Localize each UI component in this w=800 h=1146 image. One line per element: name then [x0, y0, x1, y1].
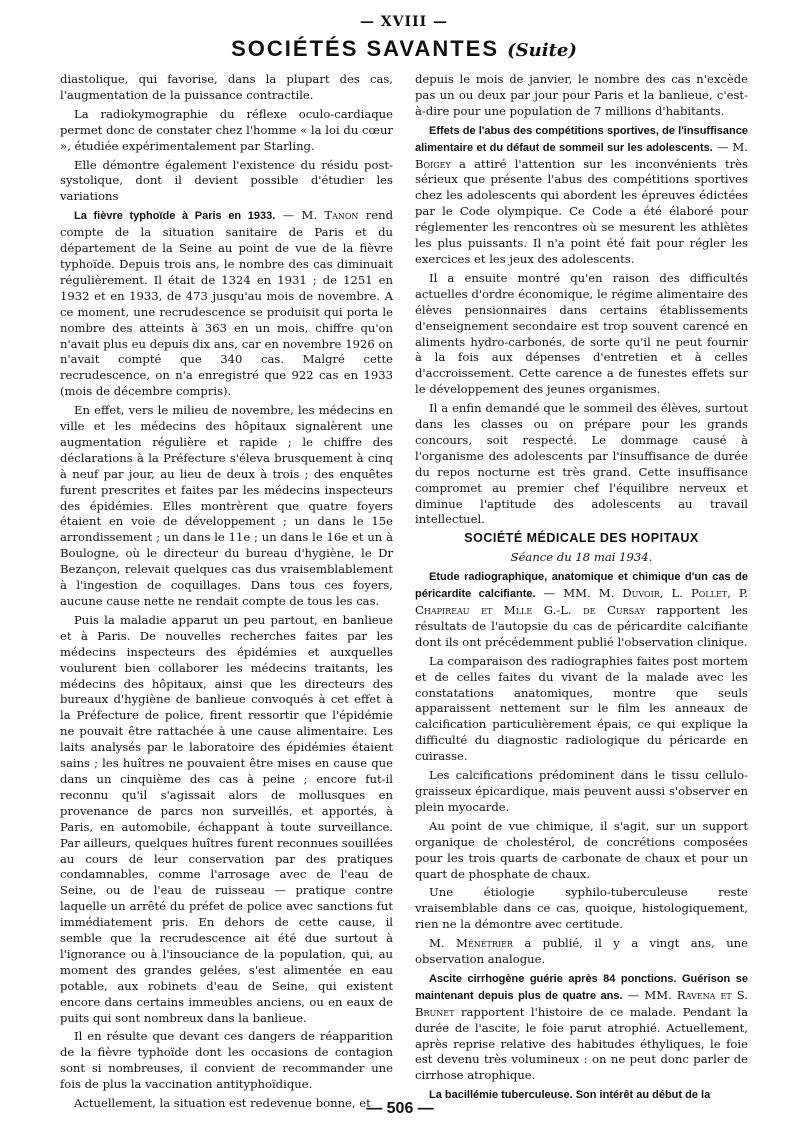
author-name: Tanon [324, 208, 359, 223]
section-title-text: SOCIÉTÉS SAVANTES [231, 36, 500, 61]
author-prefix: — M. [275, 208, 325, 223]
paragraph: La radiokymographie du réflexe oculo-cardiaque permet donc de constater chez l'homme « la loi du cœur », étudiée expérimentalement par Starling. [60, 106, 393, 153]
paragraph-body: rapportent les résultats de l'autopsie du cas de péricardite calcifiante dont ils ont précédemment publié l'observation clinique. [415, 603, 749, 649]
author-names: — MM. M. Duvoir, L. Pollet, P. Chapireau et Mlle G.-L. de Cursay [415, 586, 749, 617]
paragraph: depuis le mois de janvier, le nombre des cas n'excède pas un ou deux par jour pour Paris et la banlieue, c'est-à-dire pour une population de 7 millions d'habitants. [415, 72, 748, 118]
paragraph-menetrier [415, 936, 748, 968]
run-in-heading: Etude radiographique, anatomique et chimique d'un cas de péricardite calcifiante. [415, 571, 748, 601]
paragraph: Il en résulte que devant ces dangers de réapparition de la fièvre typhoïde dont les occasions de contagion sont si nombreuses, il convient de recommander une fois de plus la vaccination antityphoïdique. [60, 1029, 393, 1092]
session-date: Séance du 18 mai 1934. [510, 550, 653, 565]
section-suite: (Suite) [507, 40, 577, 61]
paragraph-body: a attiré l'attention sur les inconvénients très sérieux que présente l'abus des compétitions sportives chez les adolescents qui abordent les épreuves édictées par le Code olympique. Ce Code a été élaboré pour réglementer les rencontres où se mesurent les athlètes les plus puissants. Il n'a point été fait pour régler les exercices et les jeux des adolescents. [415, 156, 748, 266]
paragraph-body: rapportent l'histoire de ce malade. Pendant la durée de l'ascite, le foie parut atrophié. Actuellement, après reprise relative des habitudes éthyliques, le foie est devenu très volumineux : on ne peut donc parler de cirrhose atrophique. [415, 1004, 748, 1083]
society-title: SOCIÉTÉ MÉDICALE DES HOPITAUX [464, 531, 699, 546]
paragraph: Actuellement, la situation est redevenue bonne, et [74, 1096, 371, 1111]
paragraph: Il a ensuite montré qu'en raison des difficultés actuelles d'ordre économique, le régime alimentaire des élèves pensionnaires dans certains établissements d'enseignement secondaire est trop souvent carencé en aliments hydro-carbonés, de sorte qu'il ne peut fournir à la fois aux dépenses d'entretien et à celles d'accroissement. Cette carence a de funestes effets sur le développement des jeunes organismes. [415, 270, 748, 397]
paragraph: Puis la maladie apparut un peu partout, en banlieue et à Paris. De nouvelles recherches faites par les médecins inspecteurs des épidémies et auxquelles voulurent bien collaborer les médecins traitants, les médecins des hôpitaux, ainsi que les directeurs des bureaux d'hygiène de banlieue convoqués à cet effet à la Préfecture de police, firent ressortir que l'épidémie ne pouvait être rattachée à une cause alimentaire. Les laits analysés par le laboratoire des épidémies étaient sains ; les huîtres ne pouvaient être mises en cause que dans un cinquième des cas à peine ; encore fut-il reconnu qu'il s'agissait alors de mollusques en provenance de parcs non surveillés, et apportés, à Paris, en automobile, échappant à toute surveillance. Par ailleurs, quelques huîtres furent reconnues souillées au cours de leur conservation par des pratiques condamnables, comme l'arrosage avec de l'eau de Seine, ou de l'eau de ruisseau — pratique contre laquelle un arrêté du préfet de police avec sanctions fut immédiatement pris. En dehors de cette cause, il semble que la recrudescence ait été due surtout à l'ignorance ou à l'insouciance de la population, qui, au moment des grandes gelées, s'est alimentée en eau potable, aux robinets d'eau de Seine, qui existent encore dans certains immeubles anciens, ou en eaux de puits qui sont nombreux dans la banlieue. [60, 612, 393, 1025]
run-in-heading: La bacillémie tuberculeuse. Son intérêt au début de la [429, 1089, 711, 1102]
paragraph-body: a publié, il y a vingt ans, une observation analogue. [415, 936, 748, 967]
author-name: M. Ménétrier [429, 936, 513, 951]
author-name: Boigey [415, 156, 451, 171]
paragraph: Au point de vue chimique, il s'agit, sur un support organique de cholestérol, de concrétions composées pour les trois quarts de carbonate de chaux et pour un quart de phosphate de chaux. [415, 818, 748, 881]
author-prefix: — M. [712, 139, 748, 154]
paragraph-ascite [415, 971, 748, 1084]
paragraph-body: rend compte de la situation sanitaire de Paris et du département de la Seine au point de vue de la fièvre typhoïde. Depuis trois ans, le nombre des cas diminuait régulièrement. Il était de 1324 en 1931 ; de 1251 en 1932 et en 1933, de 473 jusqu'au mois de novembre. A ce moment, une recrudescence se produisit qui porta le nombre des atteints à 363 en un mois, chiffre qu'on n'avait plus eu depuis dix ans, car en novembre 1926 on n'avait compté que 340 cas. Malgré cette recrudescence, on n'a enregistré que 922 cas en 1933 (mois de décembre compris). [60, 208, 393, 399]
right-column [415, 72, 749, 1102]
paragraph: En effet, vers le milieu de novembre, les médecins en ville et les médecins des hôpitaux signalèrent une augmentation régulière et rapide ; le chiffre des déclarations à la Préfecture s'éleva brusquement à cinq à neuf par jour, au lieu de deux à trois ; des enquêtes furent prescrites et faites par les médecins inspecteurs des épidémies. Elles montrèrent que quatre foyers étaient en voie de développement ; un dans le 15e arrondissement ; un dans le 11e ; un dans le 16e et un à Boulogne, où le directeur du bureau d'hygiène, le Dr Bezançon, relevait quelques cas dus vraisemblablement à l'ingestion de coquillages. Dans tous ces foyers, aucune cause nette ne rendait compte de tous les cas. [60, 403, 393, 608]
author-names: — MM. Ravena et S. Brunet [415, 987, 749, 1019]
run-in-heading: Effets de l'abus des compétitions sportives, de l'insuffisance alimentaire et du défaut de sommeil sur les adolescents. [415, 124, 748, 154]
paragraph-sport [415, 123, 748, 268]
paragraph-typhoide [60, 208, 393, 400]
paragraph: diastolique, qui favorise, dans la plupart des cas, l'augmentation de la puissance contractile. [60, 72, 393, 102]
paragraph: Une étiologie syphilo-tuberculeuse reste vraisemblable dans ce cas, quoique, histologiquement, rien ne la démontre avec certitude. [415, 885, 748, 932]
paragraph: Il a enfin demandé que le sommeil des élèves, surtout dans les classes ou on prépare pour les grands concours, soit respecté. Le dommage causé à l'organisme des adolescents par l'insuffisance de durée du repos nocturne est très grand. Cette insuffisance compromet au premier chef l'équilibre nerveux et diminue l'aptitude des adolescents au travail intellectuel. [415, 401, 748, 527]
paragraph-pericardite [415, 569, 748, 651]
run-in-heading: La fièvre typhoïde à Paris en 1933. [74, 210, 276, 223]
page-roman-numeral: — XVIII — [359, 14, 449, 30]
paragraph: Les calcifications prédominent dans le tissu cellulo-graisseux épicardique, mais peuvent aussi s'observer en plein myocarde. [415, 768, 748, 814]
page-number: — 506 — [366, 1100, 434, 1117]
paragraph: Elle démontre également l'existence du résidu post-systolique, dont il devient possible d'étudier les variations [60, 157, 393, 204]
paragraph: La comparaison des radiographies faites post mortem et de celles faites du vivant de la malade avec les constatations anatomiques, montre que seuls apparaissent nettement sur le film les anneaux de calcification particulièrement épais, ce qui explique la difficulté du diagnostic radiologique du péricarde en cuirasse. [415, 653, 748, 764]
left-column [60, 72, 393, 1111]
section-title [60, 32, 748, 66]
run-in-heading: Ascite cirrhogène guérie après 84 ponctions. Guérison se maintenant depuis plus de quatre ans. [415, 972, 748, 1002]
